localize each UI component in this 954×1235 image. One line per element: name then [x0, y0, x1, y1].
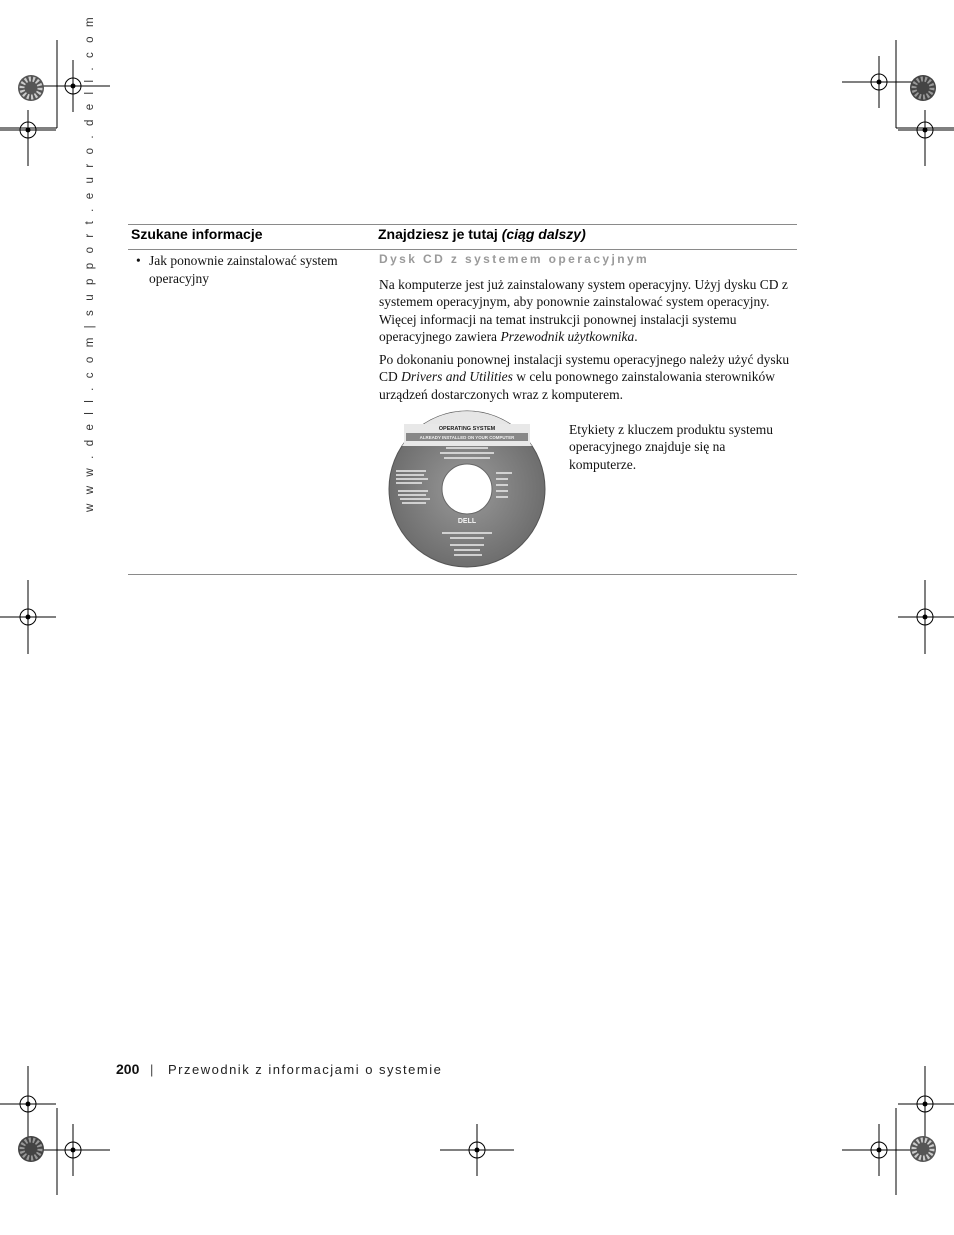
col2-header [378, 226, 586, 242]
header-rule [128, 249, 797, 250]
paragraph-2-text: Po dokonaniu ponownej instalacji systemu operacyjnego należy użyć dysku CD [379, 352, 790, 385]
footer-separator: | [150, 1062, 154, 1077]
paragraph-1 [379, 276, 797, 345]
cd-label-title: OPERATING SYSTEM [438, 426, 496, 432]
paragraph-1-italic: Przewodnik użytkownika [500, 328, 635, 344]
page-number: 200 [116, 1061, 140, 1077]
cd-disc-image [388, 410, 546, 568]
list-item [136, 252, 356, 288]
col1-header: Szukane informacje [131, 226, 263, 242]
paragraph-2-italic: Drivers and Utilities [401, 369, 513, 385]
footer-title: Przewodnik z informacjami o systemie [168, 1062, 443, 1077]
col2-header-main: Znajdziesz je tutaj [378, 226, 498, 242]
paragraph-1-text: Na komputerze jest już zainstalowany system operacyjny. Użyj dysku CD z systemem operacyjnym, aby ponownie zainstalować system operacyjny. Więcej informacji na temat instrukcji ponownej instalacji systemu operacyjnego zawiera [379, 277, 788, 344]
cd-label-subtitle: ALREADY INSTALLED ON YOUR COMPUTER [419, 435, 515, 440]
section-title: Dysk CD z systemem operacyjnym [379, 252, 650, 266]
col2-header-cont: (ciąg dalszy) [501, 226, 586, 242]
table-top-rule [128, 224, 797, 225]
paragraph-1-end: . [634, 328, 638, 344]
paragraph-2-end: w celu ponownego zainstalowania sterowników urządzeń dostarczonych wraz z komputerem. [379, 369, 775, 402]
bullet-text: Jak ponownie zainstalować system operacyjny [149, 253, 338, 286]
bullet: • [136, 253, 141, 268]
cd-brand-logo: DELL [457, 518, 477, 525]
side-url: w w w . d e l l . c o m | s u p p o r t . e u r o . d e l l . c o m [84, 14, 96, 512]
cd-caption: Etykiety z kluczem produktu systemu operacyjnego znajduje się na komputerze. [569, 422, 773, 472]
table-bottom-rule [128, 574, 797, 575]
paragraph-2 [379, 351, 797, 403]
